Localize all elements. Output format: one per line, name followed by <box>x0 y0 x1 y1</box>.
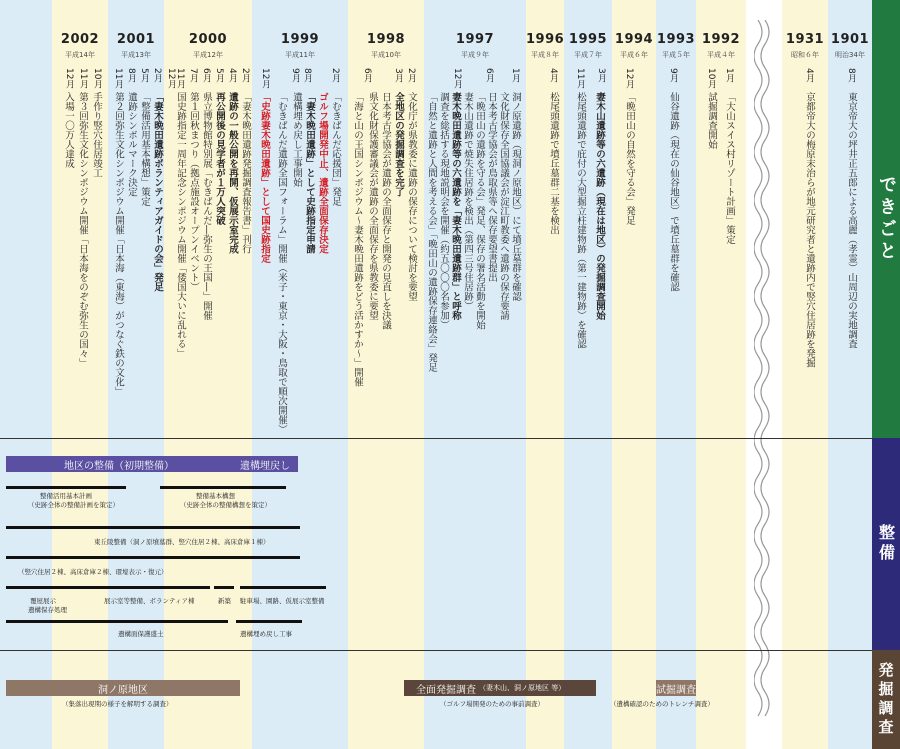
timeline-bar <box>6 556 300 559</box>
month-label: 8月 <box>846 68 856 83</box>
month-label: 5月 <box>139 68 149 83</box>
event-text: 「晩田山の遺跡を守る会」発足、保存の署名活動を開始 <box>474 92 485 330</box>
maintenance-band-initial: 地区の整備（初期整備） <box>6 456 232 472</box>
section-divider <box>0 650 872 651</box>
event-text: 再公開後の見学者が１万人突破 <box>214 92 225 225</box>
month-label: 10月 <box>92 68 102 89</box>
event-text: 仙谷遺跡（現在の仙谷地区）で墳丘墓群を確認 <box>668 92 679 292</box>
month-label: 11月 <box>175 68 185 89</box>
bar-label: 覆屋展示 <box>30 597 56 605</box>
bar-label: （遺構確認のためのトレンチ調査） <box>610 700 714 708</box>
event-text: 妻木山遺跡等の六遺跡（現在は地区）の発掘調査開始 <box>594 92 605 320</box>
event-text: 「自然と遺跡と人間を考える会」「晩田山の遺跡保存連絡会」発足 <box>426 92 437 373</box>
event-text: 「妻木晩田遺跡発掘調査報告書」刊行 <box>240 92 251 254</box>
event-text: 妻木山遺跡で焼失住居跡を検出（第四三号住居跡） <box>462 92 473 311</box>
month-label: 4月 <box>548 68 558 83</box>
column-1992 <box>696 0 746 749</box>
bar-label: （竪穴住居２棟、高床倉庫２棟、環壕表示・復元） <box>18 568 168 576</box>
month-label: 12月 <box>64 68 74 89</box>
event-text: 「整備活用基本構想」策定 <box>139 92 150 206</box>
event-text: 京都帝大の梅原末治らが地元研究者と遺跡内で竪穴住居跡を発掘 <box>804 92 815 368</box>
excavation-band-trial: 試掘調査 <box>656 680 696 696</box>
event-text: 「むきばんだ応援団」発足 <box>330 92 341 206</box>
month-label: 6月 <box>201 68 211 83</box>
event-text: 「妻木晩田遺跡ボランティアガイドの会」発足 <box>152 92 163 292</box>
month-label: 2月 <box>406 68 416 83</box>
month-label: 5月 <box>214 68 224 83</box>
month-label: 8月 <box>302 68 312 83</box>
month-label: 12月 <box>166 68 176 89</box>
event-text: 県文化財保護審議会が遺跡の全面保存を県教委に要望 <box>367 92 378 320</box>
timeline-bar <box>160 486 286 489</box>
month-label: 8月 <box>126 68 136 83</box>
event-text: 「晩田山の自然を守る会」発足 <box>624 92 635 225</box>
event-text: 東京帝大の坪井正五郎による高麗（孝霊）山周辺の実地調査 <box>846 92 857 349</box>
event-text: 入場一〇万人達成 <box>63 92 74 168</box>
event-text: 「むきばんだ遺跡全国フォーラム」開催（米子・東京・大阪・鳥取で順次開催） <box>276 92 287 434</box>
bar-label: 遺構保存処理 <box>28 606 67 614</box>
event-text: 松尾頭遺跡で墳丘墓群二基を検出 <box>548 92 559 235</box>
sidebar-maintenance: 整備 <box>872 438 900 650</box>
timeline-bar <box>6 526 300 529</box>
event-text: 第３回弥生文化シンポジウム開催「日本海をのぞむ弥生の国々」 <box>77 92 88 368</box>
event-text: 「妻木晩田遺跡」として史跡指定申請 <box>304 92 315 254</box>
month-label: 6月 <box>362 68 372 83</box>
event-text: 第１回秋まつり（拠点施設オープンイベント） <box>188 92 199 292</box>
bar-label: 東丘陵整備（洞ノ原墳墓群、竪穴住居２棟、高床倉庫１棟） <box>94 538 270 546</box>
event-text: 遺構埋め戻し工事開始 <box>291 92 302 187</box>
timeline-bar <box>104 586 210 589</box>
excavation-band-sublabel: （妻木山、洞ノ原地区 等） <box>479 684 566 692</box>
month-label: 12月 <box>624 68 634 89</box>
event-text: 調査を総括する現地説明会を開催（約五〇〇〇名参加） <box>438 92 449 330</box>
month-label: 11月 <box>113 68 123 89</box>
bar-label: 整備活用基本計画 <box>40 492 92 500</box>
event-text: 第２回弥生文化シンポジウム開催「日本海（東海）がつなぐ鉄の文化」 <box>113 92 124 396</box>
timeline-chart: 2002 平成14年 2001 平成13年 2000 平成12年 1999 平成11年 1998 平成10年 1997 平成９年 1996 平成８年 1995 平成７年 1994 平成６年 1993 平成５年 1992 平成４年 1931 昭和６年 1901 明治34年 10月 11月 12月 手作り竪穴住居竣工 第３回弥生文化シンポジウム開催「日本海をのぞむ弥生の国々」 入場一〇万人達成 2月 5月 8月 11月 第２回弥生文化シンポジウム開催「日本海（東海）がつなぐ鉄の文化」 遺跡シンボルマーク決定 「整備活用基本構想」策定 「妻木晩田遺跡ボランティアガイドの会」発足 2月 4月 5月 6月 7月 11月 12月 遺跡の一般公開を再開、仮展示室完成 再公開後の見学者が１万人突破 県立博物館特別展「むきばんだ―弥生の王国―」開催 第１回秋まつり（拠点施設オープンイベント） 国史跡指定一周年記念シンポジウム開催「倭国大いに乱れる」 「妻木晩田遺跡発掘調査報告書」刊行 2月 8月 9月 12月 「むきばんだ応援団」発足 ゴルフ場開発中止、遺跡全面保存決定 「妻木晩田遺跡」として史跡指定申請 遺構埋め戻し工事開始 「むきばんだ遺跡全国フォーラム」開催（米子・東京・大阪・鳥取で順次開催） 「史跡妻木晩田遺跡」として国史跡指定 2月 3月 6月 文化庁が県教委に遺跡の保存について検討を要望 全地区の発掘調査を完了 日本考古学協会が遺跡の全面保存と開発の見直しを決議 県文化財保護審議会が遺跡の全面保存を県教委に要望 「海と山の王国シンポジウム～妻木晩田遺跡をどう活かすか～」開催 1月 6月 12月 洞ノ原遺跡（現洞ノ原地区）にて墳丘墓群を確認 文化財保存全国協議会が淀江町教委へ遺跡の保存要請 日本考古学協会が鳥取県等へ保存要望書提出 「晩田山の遺跡を守る会」発足、保存の署名活動を開始 妻木山遺跡で焼失住居跡を検出（第四三号住居跡） 妻木晩田遺跡等の六遺跡を「妻木晩田遺跡群」と呼称 調査を総括する現地説明会を開催（約五〇〇〇名参加） 「自然と遺跡と人間を考える会」「晩田山の遺跡保存連絡会」発足 4月 松尾頭遺跡で墳丘墓群二基を検出 3月 11月 妻木山遺跡等の六遺跡（現在は地区）の発掘調査開始 松尾頭遺跡で庇付の大型掘立柱建物跡（第一建物跡）を確認 12月 「晩田山の自然を守る会」発足 9月 仙谷遺跡（現在の仙谷地区）で墳丘墓群を確認 1月 10月 「大山スイス村リゾート計画」策定 試掘調査開始 4月 京都帝大の梅原末治らが地元研究者と遺跡内で竪穴住居跡を発掘 8月 東京帝大の坪井正五郎による高麗（孝霊）山周辺の実地調査 地区の整備（初期整備） 遺構埋戻し 整備活用基本計画 （史跡全体の整備計画を策定） 整備基本構想 （史跡全体の整備構想を策定） 東丘陵整備（洞ノ原墳墓群、竪穴住居２棟、高床倉庫１棟） （竪穴住居２棟、高床倉庫２棟、環壕表示・復元） 覆屋展示 遺構保存処理 展示室等整備、ボランティア棟 新築 駐車場、園路、仮展示室整備 遺構面保護盛土 遺構埋め戻し工事 洞ノ原地区 （集落出現期の様子を解明する調査） 全面発掘調査 （妻木山、洞ノ原地区 等） （ゴルフ場開発のための事前調査） 試掘調査 （遺構確認のためのトレンチ調査） できごと 整備 発掘調査 <box>0 0 900 749</box>
month-label: 3月 <box>393 68 403 83</box>
bar-label: 遺構埋め戻し工事 <box>240 630 292 638</box>
event-text: 「海と山の王国シンポジウム～妻木晩田遺跡をどう活かすか～」開催 <box>352 92 363 387</box>
maintenance-band-backfill: 遺構埋戻し <box>232 456 298 472</box>
bar-label: 駐車場、園路、仮展示室整備 <box>240 597 325 605</box>
bar-label: （史跡全体の整備構想を策定） <box>180 501 271 509</box>
bar-label: 新築 <box>218 597 231 605</box>
timeline-bar <box>214 586 234 589</box>
bar-label: 整備基本構想 <box>196 492 235 500</box>
month-label: 10月 <box>706 68 716 89</box>
timeline-bar <box>236 620 302 623</box>
event-text: 「大山スイス村リゾート計画」策定 <box>724 92 735 244</box>
month-label: 12月 <box>260 68 270 89</box>
event-text: 国史跡指定一周年記念シンポジウム開催「倭国大いに乱れる」 <box>175 92 186 358</box>
event-text: 妻木晩田遺跡等の六遺跡を「妻木晩田遺跡群」と呼称 <box>450 92 461 320</box>
bar-label: 遺構面保護盛土 <box>118 630 164 638</box>
excavation-band-donohara: 洞ノ原地区 <box>6 680 240 696</box>
event-text: 文化財保存全国協議会が淀江町教委へ遺跡の保存要請 <box>498 92 509 320</box>
event-text: 日本考古学協会が遺跡の全面保存と開発の見直しを決議 <box>380 92 391 330</box>
bar-label: （集落出現期の様子を解明する調査） <box>62 700 173 708</box>
month-label: 6月 <box>484 68 494 83</box>
month-label: 3月 <box>596 68 606 83</box>
column-gap <box>0 0 52 749</box>
month-label: 1月 <box>724 68 734 83</box>
event-text: 手作り竪穴住居竣工 <box>91 92 102 178</box>
month-label: 7月 <box>188 68 198 83</box>
month-label: 1月 <box>510 68 520 83</box>
event-text: 県立博物館特別展「むきばんだ―弥生の王国―」開催 <box>201 92 212 320</box>
bar-label: （ゴルフ場開発のための事前調査） <box>440 700 544 708</box>
excavation-band-full <box>404 680 596 696</box>
month-label: 2月 <box>330 68 340 83</box>
event-text: 遺跡シンボルマーク決定 <box>126 92 137 197</box>
bar-label: 展示室等整備、ボランティア棟 <box>104 597 195 605</box>
event-text: 松尾頭遺跡で庇付の大型掘立柱建物跡（第一建物跡）を確認 <box>575 92 586 349</box>
time-break-wave-icon <box>754 20 776 720</box>
event-text: 文化庁が県教委に遺跡の保存について検討を要望 <box>406 92 417 301</box>
event-text: 全地区の発掘調査を完了 <box>393 92 404 197</box>
month-label: 4月 <box>804 68 814 83</box>
month-label: 9月 <box>668 68 678 83</box>
timeline-bar <box>240 586 326 589</box>
event-text: ゴルフ場開発中止、遺跡全面保存決定 <box>317 92 328 254</box>
sidebar-excavation: 発掘調査 <box>872 650 900 749</box>
event-text: 試掘調査開始 <box>706 92 717 149</box>
event-text: 日本考古学協会が鳥取県等へ保存要望書提出 <box>486 92 497 282</box>
timeline-bar <box>6 486 126 489</box>
month-label: 2月 <box>152 68 162 83</box>
timeline-bar <box>6 586 104 589</box>
month-label: 12月 <box>452 68 462 89</box>
month-label: 11月 <box>78 68 88 89</box>
sidebar-events: できごと <box>872 0 900 438</box>
timeline-bar <box>6 620 228 623</box>
bar-label: （史跡全体の整備計画を策定） <box>28 501 119 509</box>
month-label: 11月 <box>575 68 585 89</box>
month-label: 4月 <box>227 68 237 83</box>
month-label: 2月 <box>240 68 250 83</box>
section-divider <box>0 438 872 439</box>
event-text: 遺跡の一般公開を再開、仮展示室完成 <box>227 92 238 254</box>
month-label: 9月 <box>290 68 300 83</box>
event-text: 「史跡妻木晩田遺跡」として国史跡指定 <box>259 92 270 263</box>
excavation-band-label: 全面発掘調査 <box>416 684 476 696</box>
event-text: 洞ノ原遺跡（現洞ノ原地区）にて墳丘墓群を確認 <box>510 92 521 301</box>
